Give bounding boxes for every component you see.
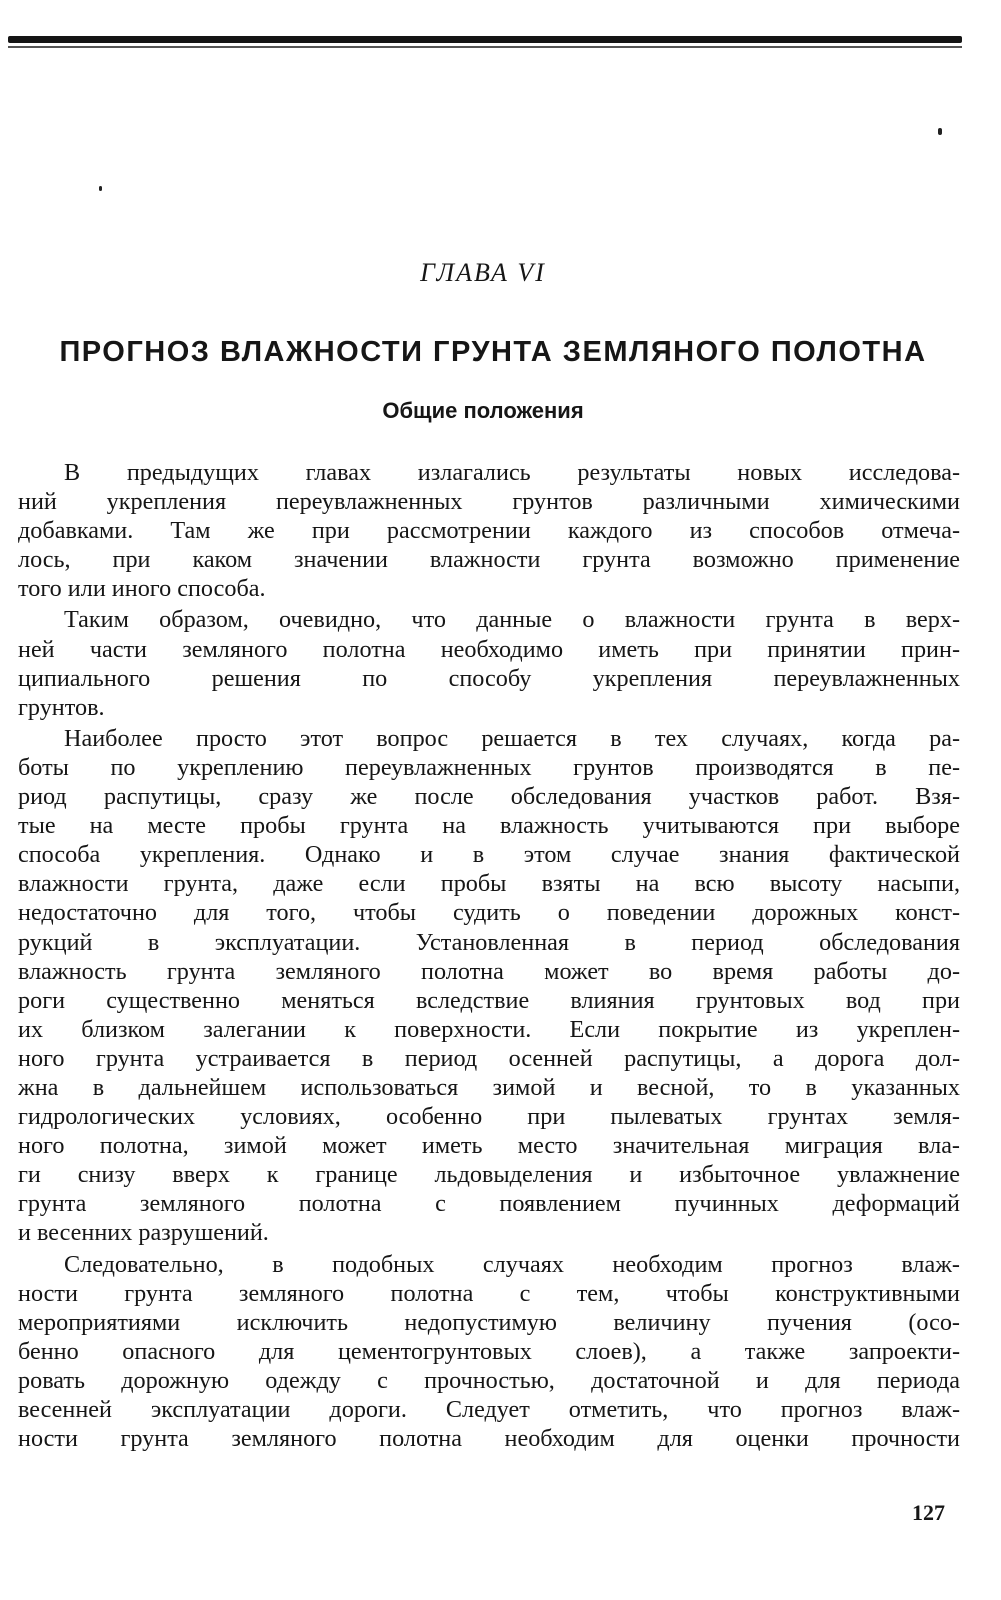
text-line: гидрологических условиях, особенно при пылеватых грунтах земля- (18, 1103, 960, 1131)
chapter-label: ГЛАВА VI (420, 258, 546, 287)
body-text (18, 458, 960, 1453)
text-line: ний укрепления переувлажненных грунтов различными химическими (18, 488, 960, 516)
text-line: ного полотна, зимой может иметь место значительная миграция вла- (18, 1132, 960, 1160)
text-line: роги существенно меняться вследствие влияния грунтовых вод при (18, 986, 960, 1014)
text-line: способа укрепления. Однако и в этом случае знания фактической (18, 841, 960, 869)
text-line: бенно опасного для цементогрунтовых слоев), а также запроекти- (18, 1337, 960, 1365)
text-line: грунта земляного полотна с появлением пучинных деформаций (18, 1190, 960, 1218)
text-line: рукций в эксплуатации. Установленная в период обследования (18, 928, 960, 956)
text-line: Наиболее просто этот вопрос решается в тех случаях, когда ра- (64, 724, 960, 752)
text-line: В предыдущих главах излагались результаты новых исследова- (64, 459, 960, 486)
text-line: их близком залегании к поверхности. Если покрытие из укреплен- (18, 1015, 960, 1043)
text-line: грунтов. (18, 693, 105, 721)
text-line: ровать дорожную одежду с прочностью, достаточной и для периода (18, 1366, 960, 1394)
text-line: жна в дальнейшем использоваться зимой и весной, то в указанных (18, 1073, 960, 1101)
text-line: лось, при каком значении влажности грунта возможно применение (18, 546, 960, 574)
text-line: ного грунта устраивается в период осенней распутицы, а дорога дол- (18, 1044, 960, 1072)
page-number: 127 (912, 1500, 945, 1525)
text-line: и весенних разрушений. (18, 1219, 269, 1247)
text-line: Таким образом, очевидно, что данные о влажности грунта в верх- (64, 606, 960, 634)
text-line: Следовательно, в подобных случаях необходим прогноз влаж- (64, 1250, 960, 1278)
text-line: добавками. Там же при рассмотрении каждого из способов отмеча- (18, 517, 960, 545)
text-line: ности грунта земляного полотна с тем, чтобы конструктивными (18, 1279, 960, 1307)
text-line: влажности грунта, даже если пробы взяты на всю высоту насыпи, (18, 870, 960, 898)
top-rule (8, 36, 962, 43)
paragraph (18, 724, 960, 1248)
print-speck (99, 186, 102, 191)
paragraph (18, 605, 960, 721)
text-line: ней части земляного полотна необходимо иметь при принятии прин- (18, 635, 960, 663)
section-title: Общие положения (382, 398, 584, 423)
top-rule-shadow (8, 46, 962, 48)
paragraph (18, 1250, 960, 1454)
paragraph (18, 458, 960, 603)
text-line: того или иного способа. (18, 575, 266, 603)
text-line: недостаточно для того, чтобы судить о поведении дорожных конст- (18, 899, 960, 927)
text-line: весенней эксплуатации дороги. Следует отметить, что прогноз влаж- (18, 1396, 960, 1423)
text-line: влажность грунта земляного полотна может во время работы до- (18, 957, 960, 985)
text-line: мероприятиями исключить недопустимую величину пучения (осо- (18, 1308, 960, 1336)
print-speck (938, 128, 942, 135)
text-line: боты по укреплению переувлажненных грунтов производятся в пе- (18, 753, 960, 781)
text-line: тые на месте пробы грунта на влажность учитываются при выборе (18, 812, 960, 840)
text-line: риод распутицы, сразу же после обследования участков работ. Взя- (18, 783, 960, 811)
text-line: ности грунта земляного полотна необходим для оценки прочности (18, 1425, 960, 1453)
chapter-title: ПРОГНОЗ ВЛАЖНОСТИ ГРУНТА ЗЕМЛЯНОГО ПОЛОТНА (59, 336, 927, 368)
text-line: ги снизу вверх к границе льдовыделения и избыточное увлажнение (18, 1161, 960, 1189)
text-line: ципиального решения по способу укрепления переувлажненных (18, 664, 960, 692)
